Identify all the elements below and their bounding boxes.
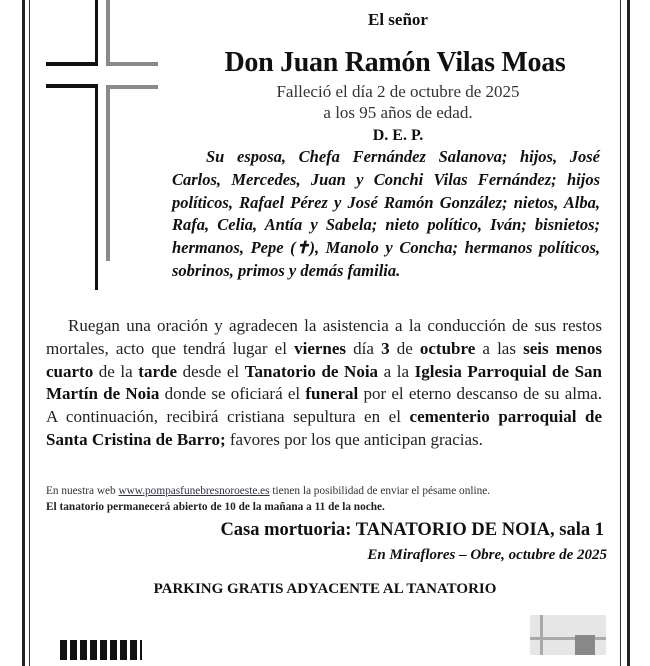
web-text-before: En nuestra web <box>46 485 119 497</box>
opening-hours: El tanatorio permanecerá abierto de 10 de la mañana a 11 de la noche. <box>46 501 385 513</box>
ceremony-segment: de la <box>93 361 139 381</box>
intro-text: El señor <box>368 10 428 29</box>
casa-mortuoria: Casa mortuoria: TANATORIO DE NOIA, sala 1 <box>220 520 604 540</box>
ceremony-segment: favores por los que anticipan gracias. <box>225 429 483 449</box>
ceremony-segment: día <box>346 338 382 358</box>
age: a los 95 años de edad. <box>323 103 473 122</box>
ceremony-paragraph <box>46 315 602 452</box>
ceremony-segment: de <box>389 338 420 358</box>
map-icon <box>530 615 606 655</box>
web-notice <box>46 485 606 497</box>
ceremony-bold-segment: tarde <box>138 361 177 381</box>
dep-text: D. E. P. <box>372 127 424 144</box>
web-text-after: tienen la posibilidad de enviar el pésame online. <box>269 485 491 497</box>
ceremony-segment: por el eterno descanso de su alma. A continuación, recibirá cristiana sepultura en el <box>46 384 602 427</box>
ceremony-bold-segment: cementerio parroquial de Santa Cristina de Barro; <box>46 407 602 449</box>
ceremony-bold-segment: Tanatorio de Noia <box>244 361 379 381</box>
ceremony-segment: a las <box>475 338 524 358</box>
ceremony-bold-segment: Iglesia Parroquial de San Martín de Noia <box>46 361 602 404</box>
parking-notice: PARKING GRATIS ADYACENTE AL TANATORIO <box>153 581 497 597</box>
deceased-name: Don Juan Ramón Vilas Moas <box>224 47 566 78</box>
place-date: En Miraflores – Obre, octubre de 2025 <box>367 547 607 563</box>
ceremony-bold-segment: 3 <box>381 338 390 358</box>
ceremony-segment: Ruegan una oración y agradecen la asistencia a la conducción de sus restos mortales, acto que tendrá lugar el <box>46 316 602 358</box>
ceremony-segment: desde el <box>177 361 245 381</box>
ceremony-segment: a la <box>378 361 415 381</box>
death-date: Falleció el día 2 de octubre de 2025 <box>276 82 520 101</box>
website-link[interactable]: www.pompasfunebresnoroeste.es <box>118 485 270 497</box>
qr-code-icon <box>60 640 142 660</box>
ceremony-bold-segment: octubre <box>419 338 476 358</box>
ceremony-bold-segment: funeral <box>305 384 359 404</box>
family-paragraph: Su esposa, Chefa Fernández Salanova; hijos, José Carlos, Mercedes, Juan y Conchi Vilas Fernández; hijos políticos, Rafael Pérez y José Ramón González; nietos, Alba, Rafa, Celia, Antía y Sabela; nieto político, Iván; bisnietos; hermanos, Pepe (✝), Manolo y Concha; hermanos políticos, sobrinos, primos y demás familia. <box>172 147 600 280</box>
ceremony-segment: donde se oficiará el <box>159 384 306 404</box>
ceremony-bold-segment: seis menos cuarto <box>46 338 602 381</box>
ceremony-bold-segment: viernes <box>294 338 347 358</box>
